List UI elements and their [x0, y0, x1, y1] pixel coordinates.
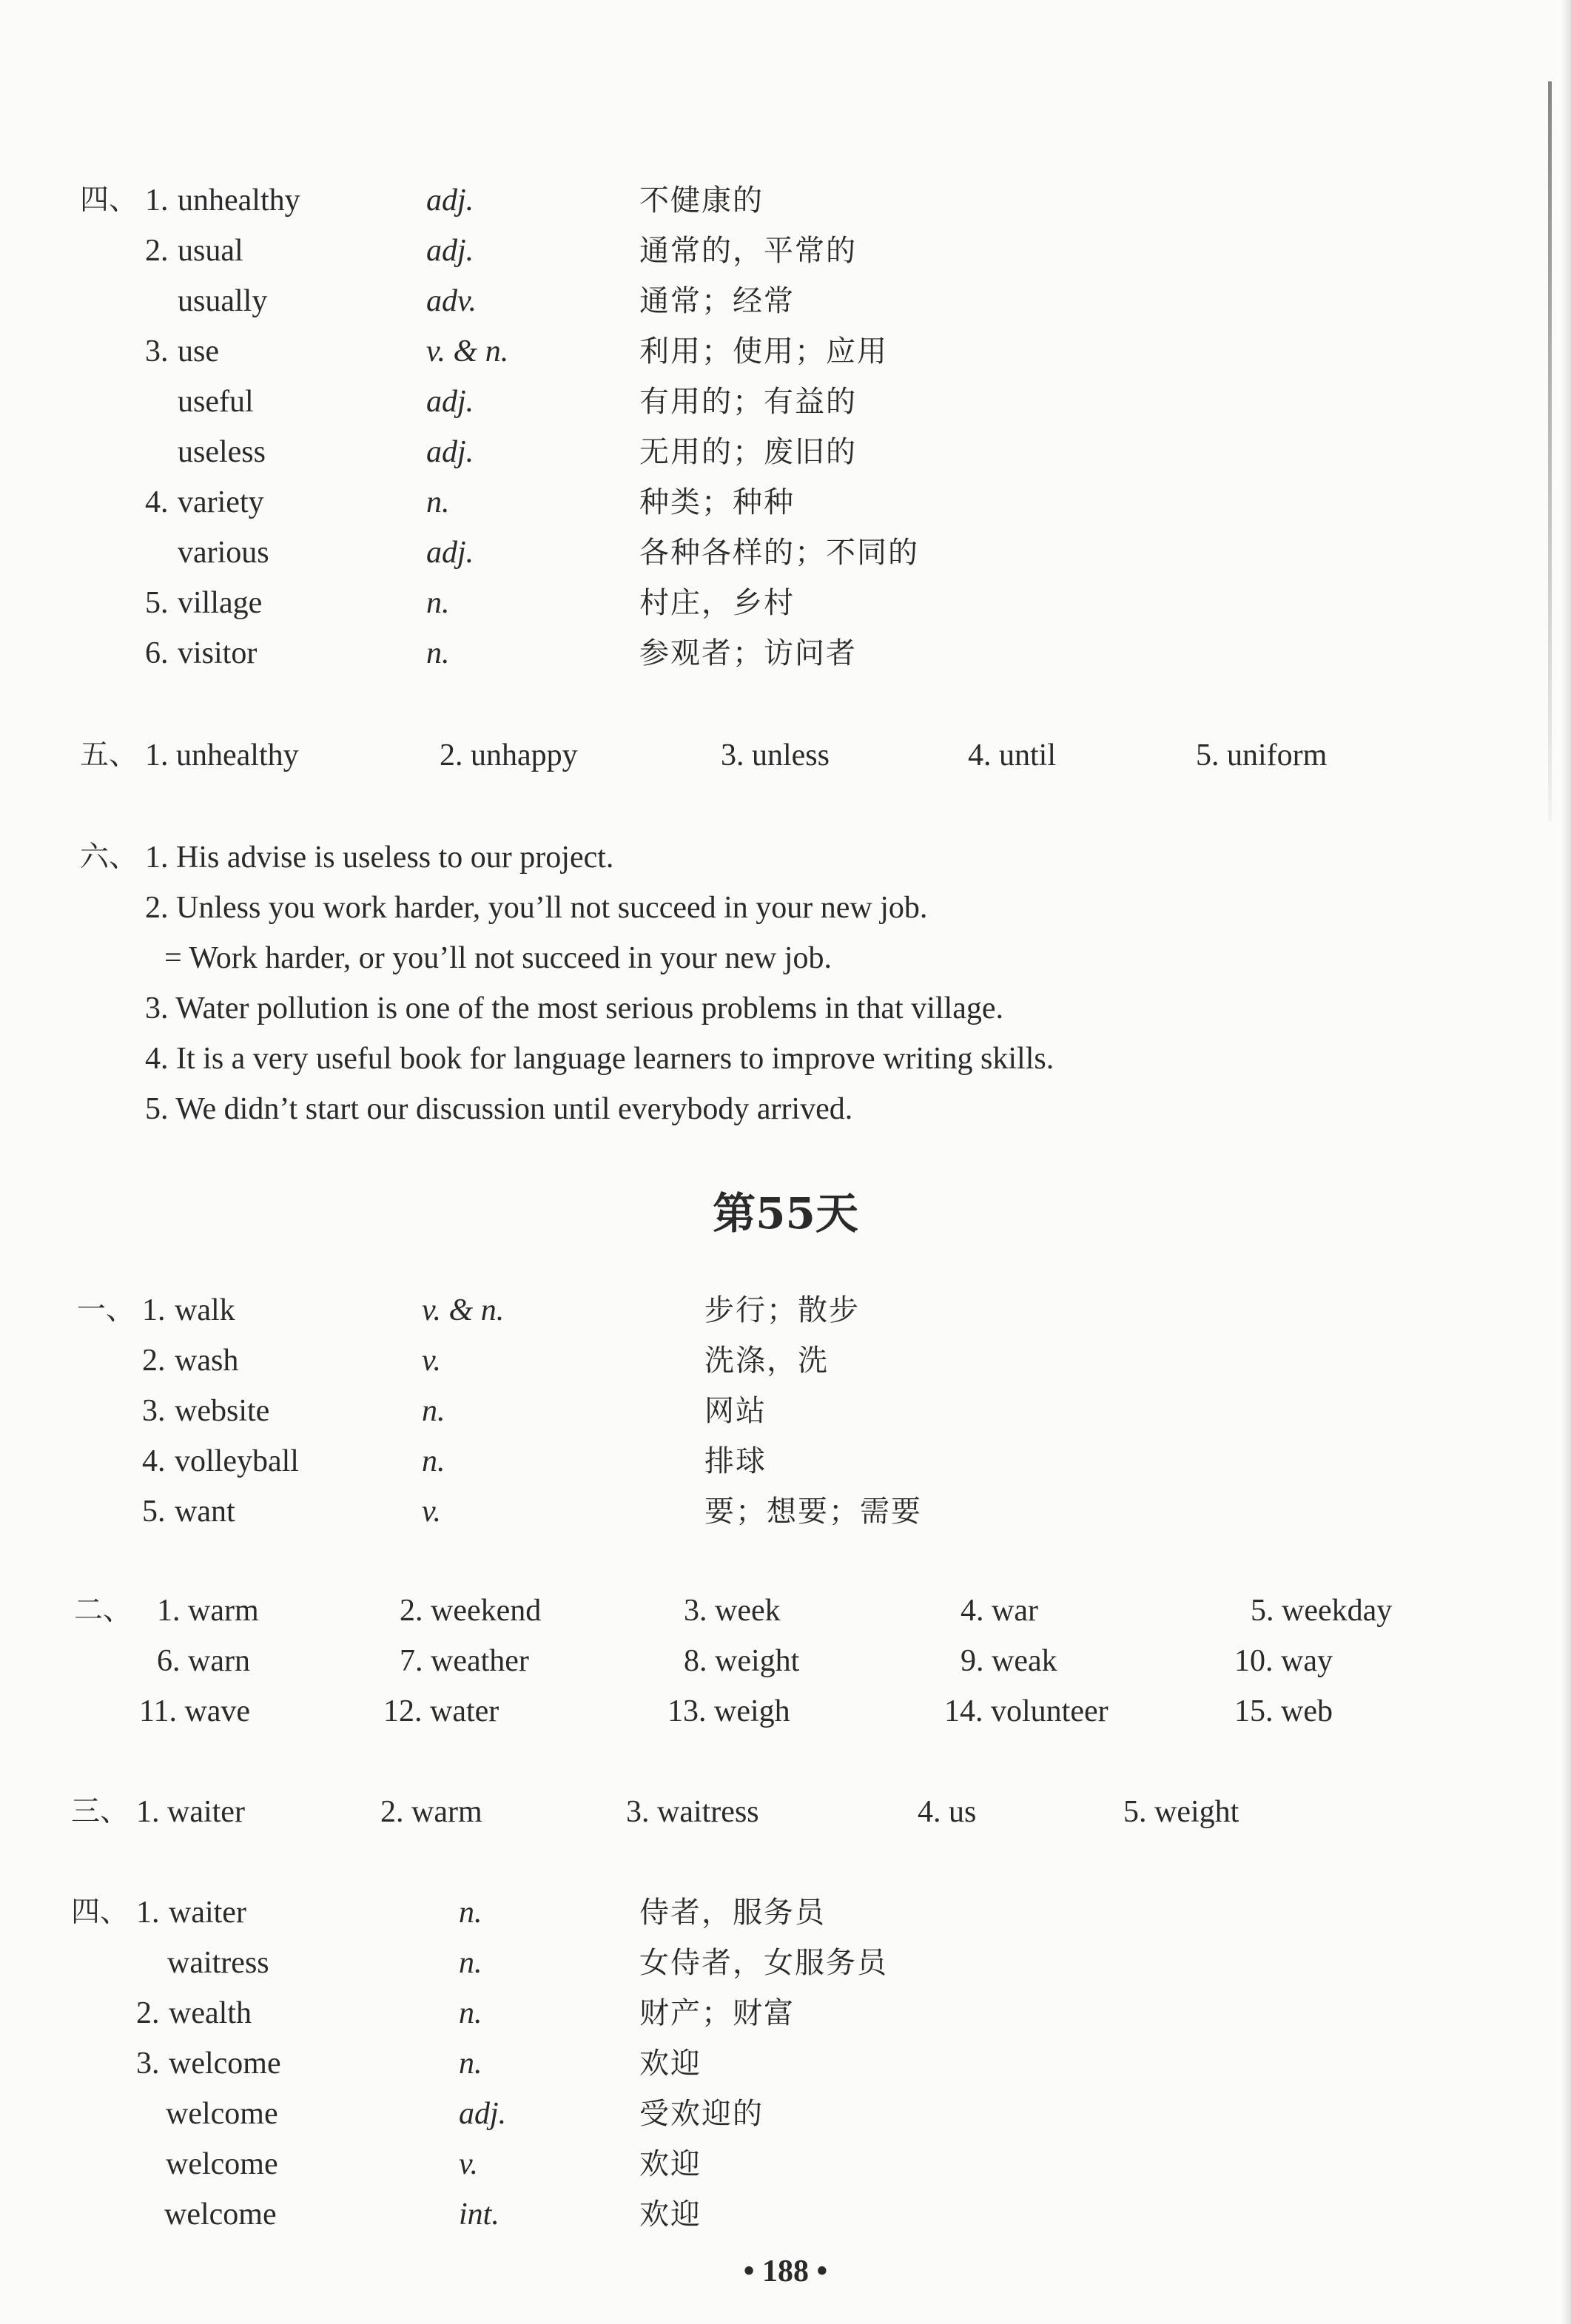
part-of-speech: n.	[459, 1996, 482, 2030]
vocab-row	[0, 627, 1571, 679]
vocab-row	[0, 577, 1571, 629]
chinese-meaning: 欢迎	[639, 2147, 702, 2181]
part-of-speech: adj.	[426, 435, 474, 469]
chinese-meaning: 通常；经常	[639, 284, 795, 318]
answer-item: 5. weekday	[1251, 1594, 1393, 1628]
part-of-speech: n.	[426, 636, 450, 670]
vocab-row	[0, 175, 1571, 226]
item-number: 3.	[136, 2047, 160, 2081]
sentence-text: 2. Unless you work harder, you’ll not succeed in your new job.	[145, 891, 928, 925]
vocab-word: various	[178, 536, 269, 570]
answer-item: 11. wave	[139, 1694, 251, 1728]
chinese-meaning: 欢迎	[639, 2197, 702, 2232]
answer-item: 9. weak	[961, 1644, 1057, 1678]
part-of-speech: adv.	[426, 284, 477, 318]
answer-row	[0, 1786, 1571, 1838]
chinese-meaning: 不健康的	[639, 183, 764, 218]
part-of-speech: adj.	[426, 385, 474, 419]
part-of-speech: n.	[459, 1946, 482, 1980]
section-label: 二、	[74, 1594, 132, 1627]
vocab-row	[0, 2038, 1571, 2089]
answer-row	[0, 1635, 1571, 1687]
vocab-word: use	[178, 334, 219, 368]
vocab-row	[0, 1887, 1571, 1939]
item-number: 1.	[136, 1896, 160, 1930]
sentence-text: 1. His advise is useless to our project.	[145, 841, 614, 875]
part-of-speech: n.	[459, 1896, 482, 1930]
section-label: 五、	[80, 738, 138, 772]
answer-item: 4. until	[968, 738, 1057, 772]
vocab-word: want	[175, 1495, 235, 1529]
vocab-word: wash	[175, 1344, 239, 1378]
answer-item: 14. volunteer	[944, 1694, 1109, 1728]
part-of-speech: v. & n.	[422, 1293, 505, 1327]
sentence-line	[0, 882, 1571, 934]
sentence-text: 4. It is a very useful book for language learners to improve writing skills.	[145, 1042, 1054, 1076]
item-number: 3.	[142, 1394, 166, 1428]
vocab-word: volleyball	[175, 1444, 299, 1478]
section-label: 四、	[80, 183, 138, 217]
vocab-word: usual	[178, 234, 243, 268]
vocab-row	[0, 476, 1571, 528]
part-of-speech: adj.	[426, 536, 474, 570]
section-label: 四、	[71, 1896, 129, 1929]
chinese-meaning: 排球	[704, 1444, 767, 1478]
vocab-row	[0, 225, 1571, 277]
chinese-meaning: 步行；散步	[704, 1293, 860, 1327]
vocab-row	[0, 1385, 1571, 1437]
vocab-word: waitress	[167, 1946, 269, 1980]
answer-item: 4. us	[918, 1795, 977, 1829]
vocab-row	[0, 2189, 1571, 2240]
vocab-word: website	[175, 1394, 270, 1428]
chinese-meaning: 要；想要；需要	[704, 1495, 922, 1529]
chinese-meaning: 女侍者，女服务员	[639, 1946, 888, 1980]
vocab-word: welcome	[169, 2047, 281, 2081]
answer-item: 8. weight	[684, 1644, 800, 1678]
chinese-meaning: 欢迎	[639, 2047, 702, 2081]
answer-item: 7. weather	[400, 1644, 529, 1678]
vocab-row	[0, 1486, 1571, 1537]
vocab-row	[0, 1284, 1571, 1336]
vocab-row	[0, 2138, 1571, 2190]
chinese-meaning: 无用的；废旧的	[639, 435, 857, 469]
sentence-line	[0, 983, 1571, 1034]
section-label: 三、	[71, 1795, 129, 1828]
answer-item: 2. unhappy	[440, 738, 578, 772]
vocab-row	[0, 426, 1571, 478]
chinese-meaning: 网站	[704, 1394, 767, 1428]
chinese-meaning: 各种各样的；不同的	[639, 536, 919, 570]
section-label: 一、	[77, 1293, 135, 1327]
part-of-speech: int.	[459, 2197, 499, 2232]
sentence-text: = Work harder, or you’ll not succeed in your new job.	[164, 941, 832, 975]
item-number: 1.	[142, 1293, 166, 1327]
sentence-text: 3. Water pollution is one of the most serious problems in that village.	[145, 991, 1004, 1025]
sentence-line	[0, 1033, 1571, 1085]
answer-row	[0, 1585, 1571, 1637]
day-title: 第55天	[713, 1188, 858, 1239]
chinese-meaning: 受欢迎的	[639, 2097, 764, 2131]
part-of-speech: n.	[426, 586, 450, 620]
answer-item: 2. warm	[380, 1795, 482, 1829]
vocab-word: wealth	[169, 1996, 252, 2030]
chinese-meaning: 通常的，平常的	[639, 234, 857, 268]
answer-item: 13. weigh	[667, 1694, 790, 1728]
part-of-speech: n.	[422, 1444, 445, 1478]
sentence-line	[0, 932, 1571, 984]
vocab-word: welcome	[166, 2097, 278, 2131]
answer-item: 1. waiter	[136, 1795, 245, 1829]
part-of-speech: n.	[426, 485, 450, 519]
vocab-word: usually	[178, 284, 268, 318]
sentence-line	[0, 1083, 1571, 1135]
item-number: 5.	[145, 586, 169, 620]
vocab-word: welcome	[164, 2197, 277, 2232]
page-number: • 188 •	[743, 2254, 828, 2288]
vocab-row	[0, 275, 1571, 327]
vocab-row	[0, 326, 1571, 377]
answer-row	[0, 730, 1571, 781]
part-of-speech: adj.	[426, 234, 474, 268]
sentence-text: 5. We didn’t start our discussion until everybody arrived.	[145, 1092, 853, 1126]
answer-item: 3. unless	[721, 738, 830, 772]
answer-item: 5. uniform	[1196, 738, 1328, 772]
chinese-meaning: 洗涤，洗	[704, 1344, 829, 1378]
answer-item: 4. war	[961, 1594, 1038, 1628]
item-number: 2.	[142, 1344, 166, 1378]
answer-item: 1. unhealthy	[145, 738, 299, 772]
part-of-speech: n.	[422, 1394, 445, 1428]
vocab-row	[0, 2088, 1571, 2140]
part-of-speech: adj.	[426, 183, 474, 218]
chinese-meaning: 有用的；有益的	[639, 385, 857, 419]
answer-item: 12. water	[383, 1694, 499, 1728]
item-number: 5.	[142, 1495, 166, 1529]
vocab-word: welcome	[166, 2147, 278, 2181]
vocab-row	[0, 376, 1571, 428]
vocab-row	[0, 1335, 1571, 1387]
part-of-speech: adj.	[459, 2097, 507, 2131]
vocab-word: waiter	[169, 1896, 246, 1930]
chinese-meaning: 参观者；访问者	[639, 636, 857, 670]
vocab-word: unhealthy	[178, 183, 300, 218]
item-number: 1.	[145, 183, 169, 218]
chinese-meaning: 侍者，服务员	[639, 1896, 826, 1930]
vocab-word: village	[178, 586, 263, 620]
vocab-row	[0, 1435, 1571, 1487]
vocab-word: visitor	[178, 636, 258, 670]
vocab-word: variety	[178, 485, 264, 519]
answer-item: 2. weekend	[400, 1594, 542, 1628]
part-of-speech: v.	[422, 1495, 442, 1529]
part-of-speech: v.	[459, 2147, 479, 2181]
item-number: 2.	[145, 234, 169, 268]
item-number: 3.	[145, 334, 169, 368]
vocab-word: useless	[178, 435, 266, 469]
answer-item: 15. web	[1234, 1694, 1333, 1728]
part-of-speech: v. & n.	[426, 334, 509, 368]
vocab-word: useful	[178, 385, 254, 419]
section-label: 六、	[80, 841, 138, 874]
answer-row	[0, 1685, 1571, 1737]
vocab-row	[0, 527, 1571, 579]
vocab-word: walk	[175, 1293, 235, 1327]
item-number: 6.	[145, 636, 169, 670]
item-number: 4.	[142, 1444, 166, 1478]
sentence-line	[0, 832, 1571, 883]
part-of-speech: n.	[459, 2047, 482, 2081]
item-number: 4.	[145, 485, 169, 519]
chinese-meaning: 村庄，乡村	[639, 586, 795, 620]
answer-item: 3. waitress	[626, 1795, 759, 1829]
part-of-speech: v.	[422, 1344, 442, 1378]
vocab-row	[0, 1937, 1571, 1989]
item-number: 2.	[136, 1996, 160, 2030]
answer-item: 6. warn	[157, 1644, 250, 1678]
answer-item: 5. weight	[1123, 1795, 1239, 1829]
vocab-row	[0, 1987, 1571, 2039]
chinese-meaning: 利用；使用；应用	[639, 334, 888, 368]
answer-item: 1. warm	[157, 1594, 259, 1628]
answer-item: 3. week	[684, 1594, 781, 1628]
chinese-meaning: 财产；财富	[639, 1996, 795, 2030]
chinese-meaning: 种类；种种	[639, 485, 795, 519]
answer-item: 10. way	[1234, 1644, 1333, 1678]
